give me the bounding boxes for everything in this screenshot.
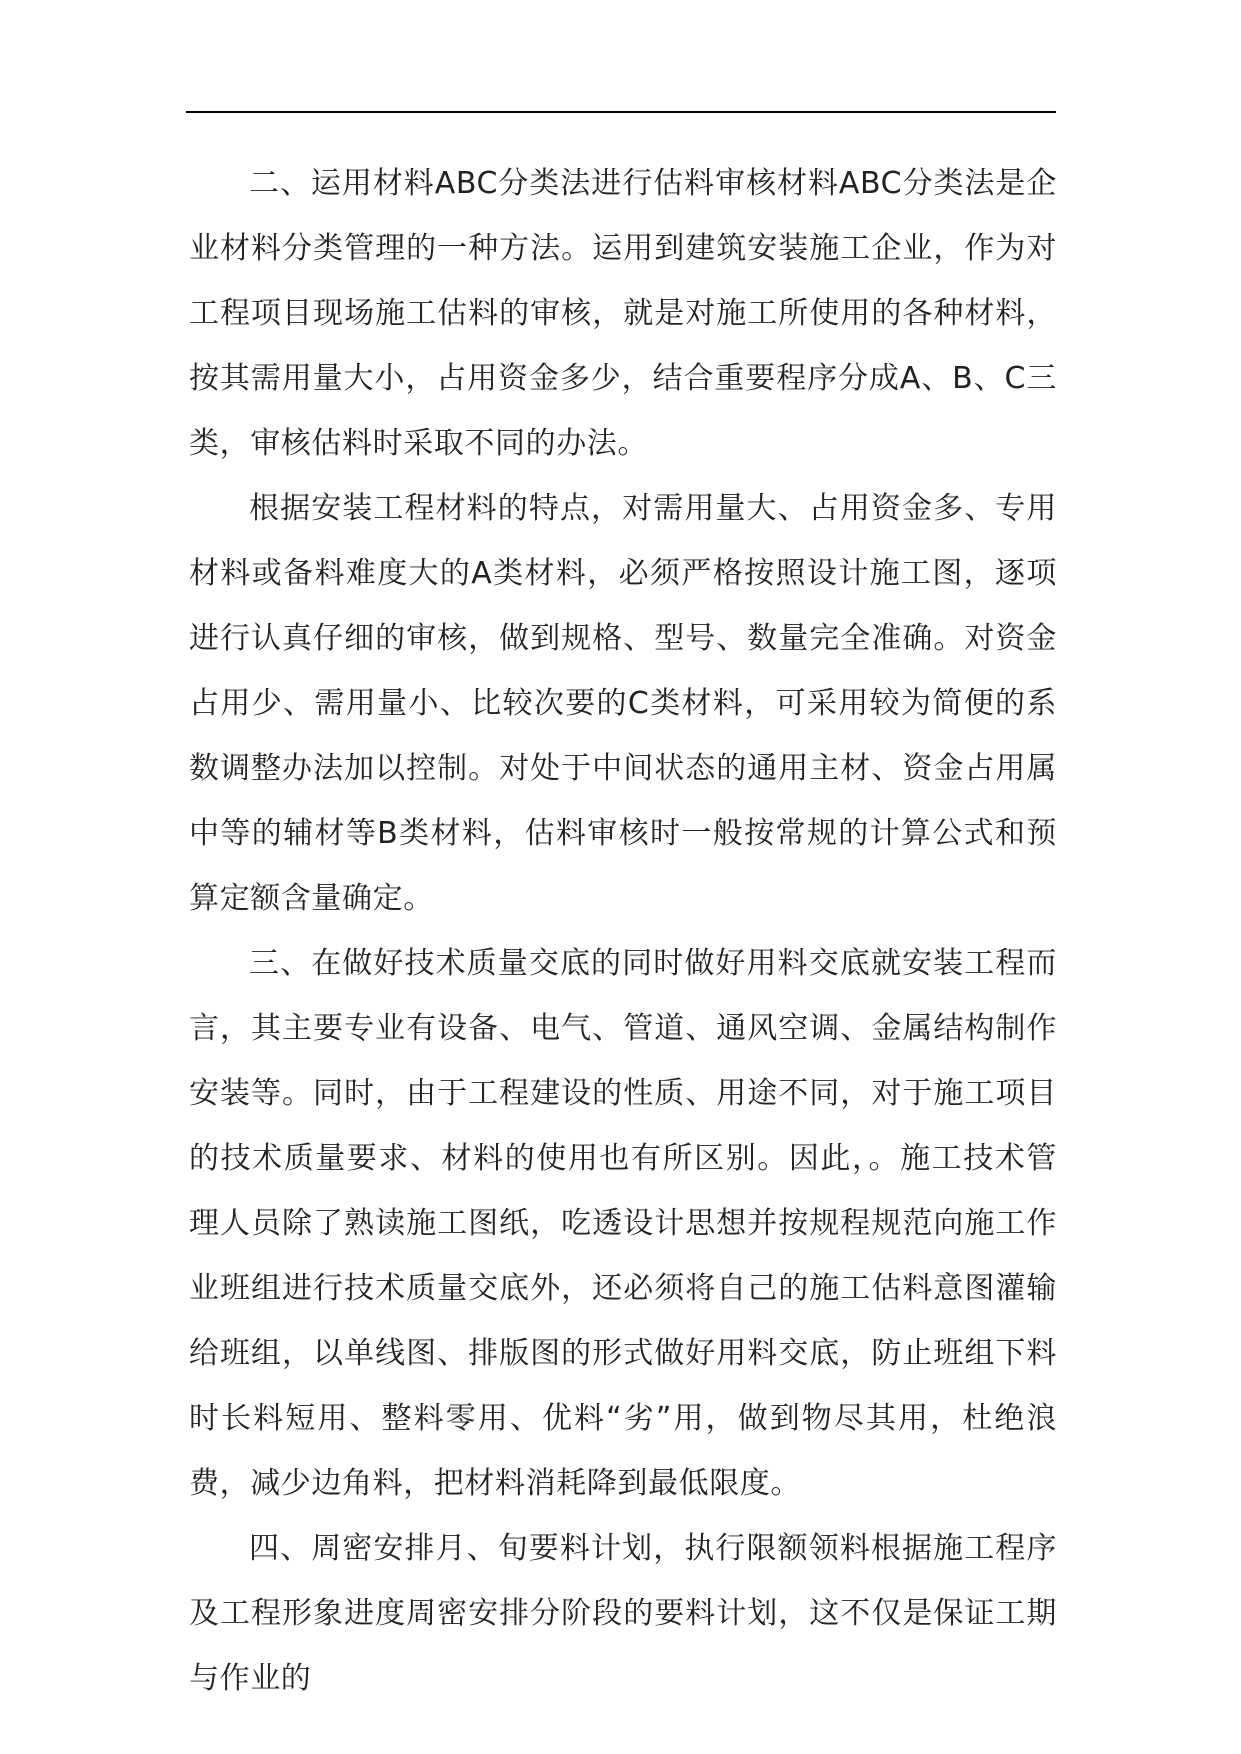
paragraph-material-categories: 根据安装工程材料的特点，对需用量大、占用资金多、专用材料或备料难度大的A类材料，必须严格按照设计施工图，逐项进行认真仔细的审核，做到规格、型号、数量完全准确。对资金占用少、需用量小、比较次要的C类材料，可采用较为简便的系数调整办法加以控制。对处于中间状态的通用主材、资金占用属中等的辅材等B类材料，估料审核时一般按常规的计算公式和预算定额含量确定。 [189, 491, 1057, 916]
paragraph-abc-classification: 二、运用材料ABC分类法进行估料审核材料ABC分类法是企业材料分类管理的一种方法。运用到建筑安装施工企业，作为对工程项目现场施工估料的审核，就是对施工所使用的各种材料，按其需用量大小，占用资金多少，结合重要程序分成A、B、C三类，审核估料时采取不同的办法。 [189, 166, 1057, 461]
paragraph-technical-briefing: 三、在做好技术质量交底的同时做好用料交底就安装工程而言，其主要专业有设备、电气、管道、通风空调、金属结构制作安装等。同时，由于工程建设的性质、用途不同，对于施工项目的技术质量要求、材料的使用也有所区别。因此，。施工技术管理人员除了熟读施工图纸，吃透设计思想并按规程规范向施工作业班组进行技术质量交底外，还必须将自己的施工估料意图灌输给班组，以单线图、排版图的形式做好用料交底，防止班组下料时长料短用、整料零用、优料“劣”用，做到物尽其用，杜绝浪费，减少边角料，把材料消耗降到最低限度。 [189, 946, 1057, 1501]
document-body [189, 151, 1057, 1711]
paragraph-material-plan: 四、周密安排月、旬要料计划，执行限额领料根据施工程序及工程形象进度周密安排分阶段的要料计划，这不仅是保证工期与作业的 [189, 1531, 1057, 1696]
header-rule [186, 111, 1056, 113]
